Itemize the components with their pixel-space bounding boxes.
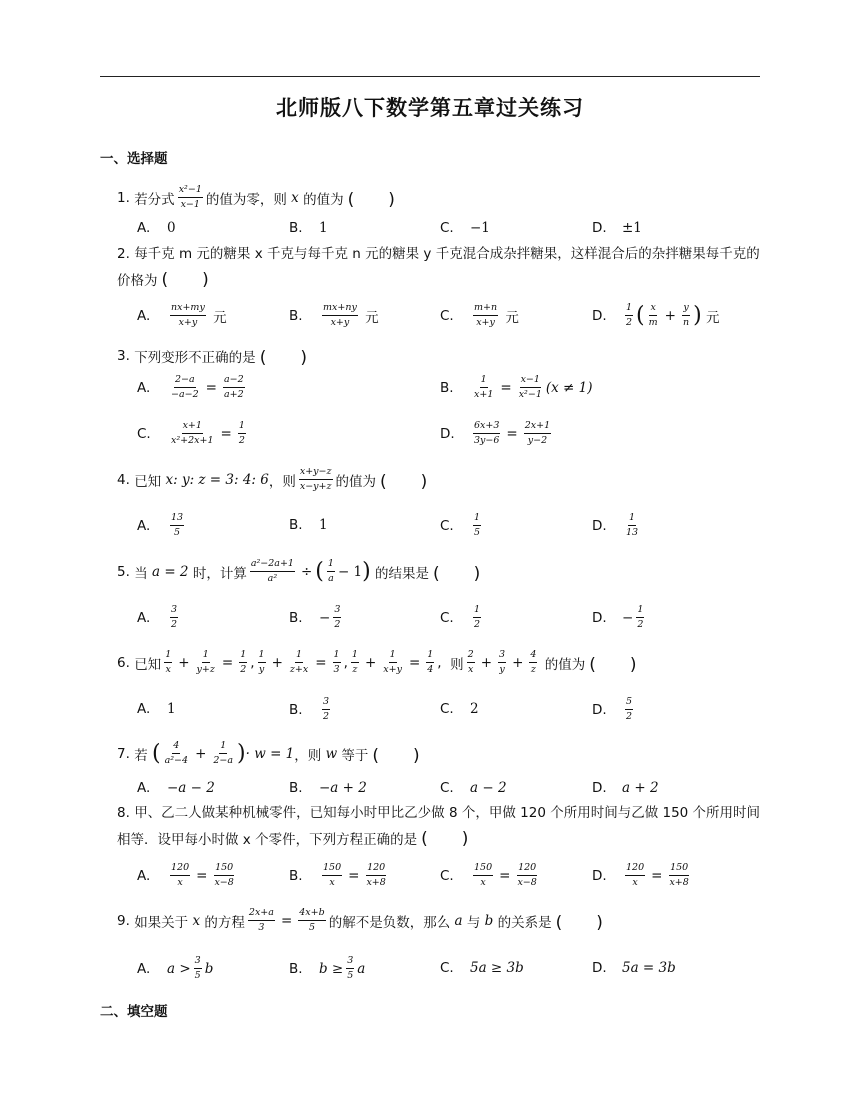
q1-fraction: $\frac{\text{x²−1}}{x-1}$: [178, 184, 202, 210]
q6-option-a[interactable]: A. 1: [137, 701, 176, 717]
q6-option-c[interactable]: C. 2: [440, 701, 479, 717]
q3-option-c[interactable]: C. $\frac{x+1}{\text{x²+2x+1}}$ = $\frac{1}{2}$: [137, 420, 245, 446]
question-2: 2. 每千克 m 元的糖果 x 千克与每千克 n 元的糖果 y 千克混合成杂拌糖果，这样混合后的杂拌糖果每千克的价格为 ( ): [117, 246, 760, 290]
q3-option-b[interactable]: B. $\frac{1}{x+1}$ = $\frac{x-1}{\text{x²−1}}$ (x ≠ 1): [440, 374, 593, 400]
q7-option-c[interactable]: C. a − 2: [440, 780, 507, 796]
q3-option-d[interactable]: D. $\frac{6x+3}{3y-6}$ = $\frac{2x+1}{y-2}$: [440, 420, 551, 446]
q5-option-b[interactable]: B. − $\frac{3}{2}$: [289, 604, 341, 630]
q4-option-b[interactable]: B. 1: [289, 517, 328, 533]
q7-option-b[interactable]: B. −a + 2: [289, 780, 367, 796]
q2-option-c[interactable]: C. $\frac{m+n}{x+y}$ 元: [440, 302, 519, 328]
question-1: 1. 若分式 $\frac{\text{x²−1}}{x-1}$ 的值为零，则 x 的值为 ( ): [117, 184, 395, 210]
q9-option-c[interactable]: C. 5a ≥ 3b: [440, 960, 524, 976]
q1-option-a[interactable]: A. 0: [137, 220, 176, 236]
q9-option-a[interactable]: A. a > $\frac{3}{5}$ b: [137, 955, 214, 981]
q6-option-d[interactable]: D. $\frac{5}{2}$: [592, 696, 633, 722]
q8-option-a[interactable]: A. $\frac{120}{x}$ = $\frac{150}{x-8}$: [137, 862, 234, 888]
question-3: 3. 下列变形不正确的是 ( ): [117, 347, 307, 368]
q2-option-b[interactable]: B. $\frac{mx+ny}{x+y}$ 元: [289, 302, 379, 328]
q5-option-c[interactable]: C. $\frac{1}{2}$: [440, 604, 481, 630]
q1-option-b[interactable]: B. 1: [289, 220, 328, 236]
question-8: 8. 甲、乙二人做某种机械零件，已知每小时甲比乙少做 8 个，甲做 120 个所用时间与乙做 150 个所用时间相等．设甲每小时做 x 个零件，下列方程正确的是 ( ): [117, 805, 761, 849]
q8-option-b[interactable]: B. $\frac{150}{x}$ = $\frac{120}{x+8}$: [289, 862, 386, 888]
q2-option-d[interactable]: D. $\frac{1}{2}$ ( $\frac{x}{m}$ + $\frac{y}{n}$ ) 元: [592, 302, 720, 328]
question-4: 4. 已知 x: y: z = 3: 4: 6 ，则 $\frac{x+y-z}{x-y+z}$ 的值为 ( ): [117, 466, 428, 492]
q4-option-c[interactable]: C. $\frac{1}{5}$: [440, 512, 481, 538]
top-rule: [100, 76, 760, 77]
page-title: 北师版八下数学第五章过关练习: [276, 96, 584, 120]
q1-option-c[interactable]: C. −1: [440, 220, 490, 236]
q5-option-a[interactable]: A. $\frac{3}{2}$: [137, 604, 178, 630]
q5-option-d[interactable]: D. − $\frac{1}{2}$: [592, 604, 644, 630]
q8-option-c[interactable]: C. $\frac{150}{x}$ = $\frac{120}{x-8}$: [440, 862, 537, 888]
question-6: 6. 已知 $\frac{1}{x}$ + $\frac{1}{y+z}$ = $\frac{1}{2}$ , $\frac{1}{y}$ + $\frac{1}{z+x}$ = $\frac{1}{3}$ , $\frac{1}{z}$ + $\frac{1}{x+y}$ = $\frac{1}{4}$ , 则 $\frac{2}{x}$ + $\frac{3}{y}$ + $\frac{4}{z}$ 的值为 ( ): [117, 649, 637, 675]
question-7: 7. 若 ( $\frac{4}{\text{a²−4}}$ + $\frac{1}{2-a}$ ) · w = 1 ，则 w 等于 ( ): [117, 740, 420, 766]
section-choice-heading: 一、选择题: [100, 151, 168, 167]
q7-option-d[interactable]: D. a + 2: [592, 780, 659, 796]
q7-option-a[interactable]: A. −a − 2: [137, 780, 215, 796]
q4-option-a[interactable]: A. $\frac{13}{5}$: [137, 512, 184, 538]
q2-option-a[interactable]: A. $\frac{nx+my}{x+y}$ 元: [137, 302, 227, 328]
q9-option-b[interactable]: B. b ≥ $\frac{3}{5}$ a: [289, 955, 366, 981]
question-9: 9. 如果关于 x 的方程 $\frac{2x+a}{3}$ = $\frac{4x+b}{5}$ 的解不是负数，那么 a 与 b 的关系是 ( ): [117, 907, 603, 933]
question-5: 5. 当 a = 2 时，计算 $\frac{\text{a²−2a+1}}{\text{a²}}$ ÷ ( $\frac{1}{a}$ − 1 ) 的结果是 ( ): [117, 558, 481, 584]
q8-option-d[interactable]: D. $\frac{120}{x}$ = $\frac{150}{x+8}$: [592, 862, 689, 888]
section-fill-heading: 二、填空题: [100, 1004, 168, 1020]
q4-option-d[interactable]: D. $\frac{1}{13}$: [592, 512, 639, 538]
q6-option-b[interactable]: B. $\frac{3}{2}$: [289, 696, 330, 722]
q3-option-a[interactable]: A. $\frac{2-a}{-a-2}$ = $\frac{a-2}{a+2}$: [137, 374, 244, 400]
q1-option-d[interactable]: D. ±1: [592, 220, 642, 236]
q9-option-d[interactable]: D. 5a = 3b: [592, 960, 676, 976]
